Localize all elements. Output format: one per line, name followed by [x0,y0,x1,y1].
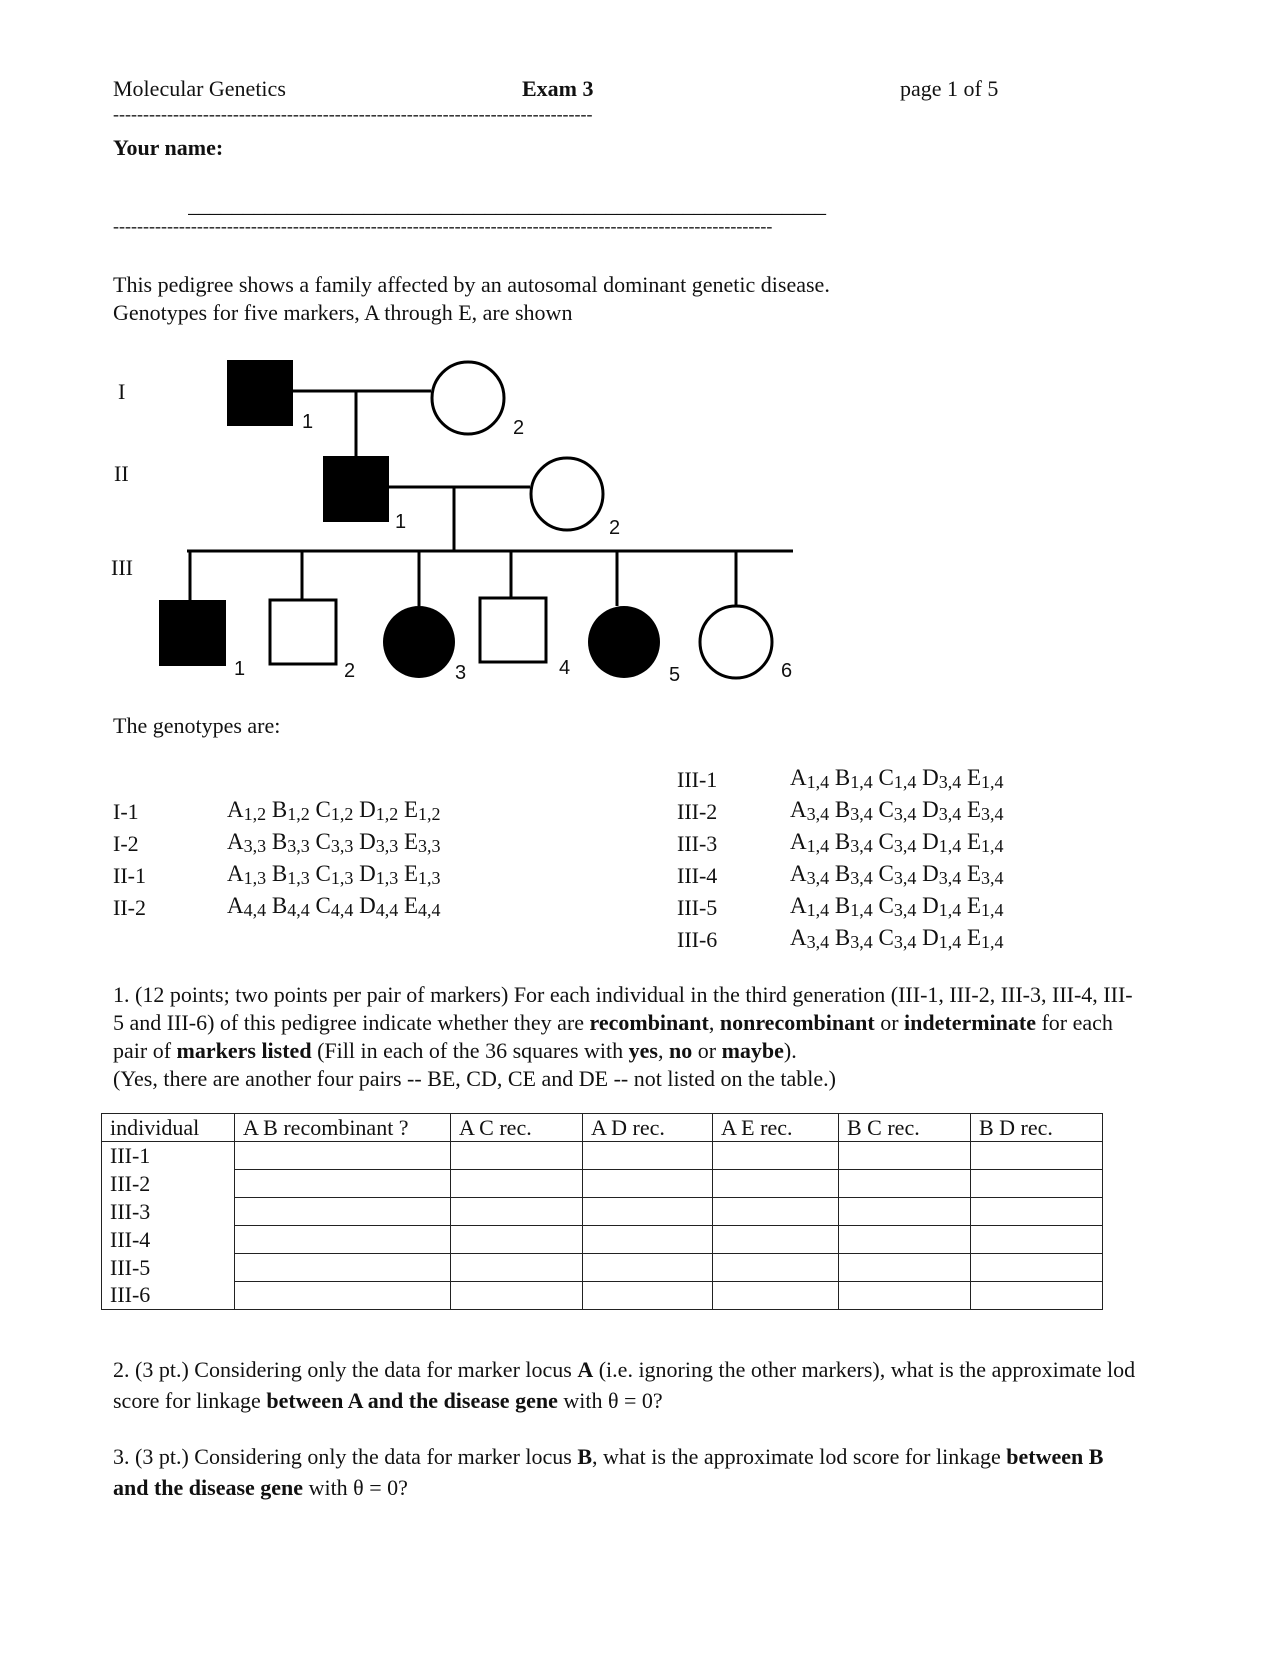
marker-locus: B [834,861,851,886]
marker-alleles: 3,4 [938,804,962,824]
marker-alleles: 1,4 [981,836,1004,856]
question-3-text [113,1441,1143,1503]
marker-alleles: 4,4 [418,900,441,920]
row-individual: III-3 [102,1198,235,1226]
exam-title: Exam 3 [522,76,594,101]
marker-locus: D [359,829,376,854]
answer-cell[interactable] [235,1142,451,1170]
marker-locus: A [790,925,807,950]
marker-alleles: 1,3 [287,868,310,888]
genotype-row [227,893,441,921]
q1-text-4: for each pair of [113,1010,1113,1063]
genotype-row [790,797,1004,825]
marker-locus: B [834,765,851,790]
marker-locus: C [315,893,331,918]
answer-table [101,1113,1103,1310]
q1-bold-recombinant: recombinant [589,1010,709,1035]
q3-bold-phrase: between B and the disease gene [113,1444,1104,1500]
answer-cell[interactable] [451,1198,583,1226]
genotype-row [790,893,1004,921]
marker-alleles: 3,4 [893,900,917,920]
marker-alleles: 3,3 [375,836,399,856]
q1-text-5: (Fill in each of the 36 squares with [311,1038,629,1063]
marker-alleles: 1,4 [850,772,873,792]
answer-cell[interactable] [583,1170,713,1198]
answer-cell[interactable] [583,1282,713,1310]
marker-locus: C [315,797,331,822]
left-id: II-1 [113,863,146,888]
marker-locus: B [834,925,851,950]
marker-alleles: 1,3 [330,868,354,888]
marker-alleles: 1,4 [981,932,1004,952]
q1-bold-no: no [669,1038,693,1063]
marker-locus: B [271,861,288,886]
q1-text-8: ). [783,1038,797,1063]
answer-cell[interactable] [971,1226,1103,1254]
marker-locus: A [790,765,807,790]
marker-alleles: 1,4 [938,900,962,920]
marker-alleles: 3,3 [243,836,267,856]
marker-locus: E [966,925,981,950]
marker-alleles: 3,4 [893,932,917,952]
marker-locus: D [922,861,939,886]
pedigree-III-2-unaffected-male [270,600,336,664]
name-line[interactable]: __________________________________________________________ [188,192,826,217]
left-id: I-2 [113,831,139,856]
pedigree-I-2-unaffected-female [432,362,504,434]
q3-bold-b: B [577,1444,593,1469]
marker-alleles: 1,3 [418,868,441,888]
answer-cell[interactable] [235,1254,451,1282]
answer-table-header [102,1114,1103,1142]
marker-locus: E [966,861,981,886]
answer-cell[interactable] [713,1254,839,1282]
marker-locus: D [359,797,376,822]
marker-alleles: 4,4 [330,900,354,920]
right-id: III-3 [677,831,718,856]
pedigree-diagram [0,0,1280,700]
row-individual: III-5 [102,1254,235,1282]
answer-cell[interactable] [839,1226,971,1254]
marker-locus: E [403,829,418,854]
marker-alleles: 4,4 [287,900,310,920]
table-row [102,1226,1103,1254]
pedigree-III-5-affected-female [588,606,660,678]
answer-cell[interactable] [583,1142,713,1170]
right-id: III-6 [677,927,718,952]
label-III-1: 1 [234,658,246,680]
answer-cell[interactable] [971,1254,1103,1282]
marker-alleles: 3,4 [806,804,830,824]
marker-locus: B [834,893,851,918]
marker-alleles: 3,4 [893,804,917,824]
genotype-row [790,765,1004,793]
marker-locus: D [922,829,939,854]
question-1-text [113,981,1143,1065]
col-ae: A E rec. [713,1114,839,1142]
row-individual: III-4 [102,1226,235,1254]
generation-label-II: II [114,461,129,486]
marker-alleles: 1,2 [418,804,441,824]
marker-locus: D [922,893,939,918]
marker-locus: E [403,893,418,918]
marker-locus: B [271,893,288,918]
genotype-row [790,861,1004,889]
genotype-row [790,925,1004,953]
marker-locus: D [922,797,939,822]
marker-alleles: 1,4 [806,772,830,792]
pedigree-I-1-affected-male [227,360,293,426]
answer-cell[interactable] [451,1142,583,1170]
label-II-2: 2 [609,517,621,539]
col-individual: individual [102,1114,235,1142]
marker-locus: D [359,861,376,886]
answer-cell[interactable] [839,1254,971,1282]
answer-cell[interactable] [971,1170,1103,1198]
pedigree-II-1-affected-male [323,456,389,522]
q1-bold-yes: yes [628,1038,658,1063]
marker-locus: C [878,893,894,918]
marker-alleles: 1,2 [287,804,310,824]
answer-cell[interactable] [451,1282,583,1310]
left-id: I-1 [113,799,139,824]
genotype-row [790,829,1004,857]
answer-cell[interactable] [235,1226,451,1254]
question-3 [113,1441,1143,1503]
answer-cell[interactable] [971,1282,1103,1310]
marker-alleles: 3,4 [893,836,917,856]
q1-text-1: 1. (12 points; two points per pair of markers) For each individual in the third generation (III-1, III-2, III-3, III-4, III-5 and III-6) of this pedigree indicate whether they are [113,982,1133,1035]
row-individual: III-6 [102,1282,235,1310]
q3-text-3: with θ = 0? [303,1475,408,1500]
genotype-row [227,861,441,889]
pedigree-II-2-unaffected-female [531,458,603,530]
marker-alleles: 1,4 [981,900,1004,920]
left-id: II-2 [113,895,146,920]
course-title: Molecular Genetics [113,76,286,101]
answer-cell[interactable] [451,1170,583,1198]
table-row [102,1170,1103,1198]
label-III-5: 5 [669,664,681,686]
genotype-row [227,797,441,825]
marker-locus: E [403,797,418,822]
q1-bold-indeterminate: indeterminate [904,1010,1036,1035]
marker-locus: D [922,765,939,790]
pedigree-III-4-unaffected-male [480,598,546,662]
answer-cell[interactable] [713,1226,839,1254]
answer-cell[interactable] [451,1254,583,1282]
marker-alleles: 3,4 [938,868,962,888]
col-bc: B C rec. [839,1114,971,1142]
marker-alleles: 3,4 [850,836,873,856]
marker-locus: E [966,797,981,822]
answer-cell[interactable] [839,1198,971,1226]
right-id: III-1 [677,767,718,792]
marker-alleles: 1,4 [850,900,873,920]
marker-alleles: 3,4 [893,868,917,888]
answer-cell[interactable] [971,1198,1103,1226]
page-number: page 1 of 5 [900,76,999,101]
col-ad: A D rec. [583,1114,713,1142]
q1-bold-maybe: maybe [721,1038,784,1063]
q2-text-3: with θ = 0? [557,1388,663,1413]
intro-line-1: This pedigree shows a family affected by an autosomal dominant genetic disease. [113,272,830,297]
right-id: III-2 [677,799,718,824]
col-ac: A C rec. [451,1114,583,1142]
marker-locus: E [403,861,418,886]
answer-cell[interactable] [713,1142,839,1170]
label-I-2: 2 [513,417,525,439]
marker-locus: C [315,861,331,886]
label-I-1: 1 [302,411,314,433]
answer-cell[interactable] [583,1226,713,1254]
table-row [102,1282,1103,1310]
marker-alleles: 1,2 [243,804,267,824]
answer-cell[interactable] [235,1282,451,1310]
label-II-1: 1 [395,511,407,533]
marker-alleles: 3,4 [850,804,873,824]
marker-locus: A [227,829,244,854]
header-rule: -------------------------------------------------------------------------------- [113,104,593,124]
col-ab: A B recombinant ? [235,1114,451,1142]
question-1 [113,981,1143,1093]
marker-alleles: 3,4 [850,868,873,888]
marker-alleles: 1,4 [981,772,1004,792]
marker-alleles: 3,4 [981,868,1004,888]
answer-cell[interactable] [235,1198,451,1226]
answer-cell[interactable] [713,1170,839,1198]
answer-cell[interactable] [235,1170,451,1198]
answer-cell[interactable] [713,1198,839,1226]
table-row [102,1198,1103,1226]
label-III-2: 2 [344,660,356,682]
marker-locus: A [790,797,807,822]
marker-locus: C [878,765,894,790]
marker-alleles: 3,3 [287,836,310,856]
answer-cell[interactable] [971,1142,1103,1170]
question-1-note: (Yes, there are another four pairs -- BE, CD, CE and DE -- not listed on the table.) [113,1066,836,1091]
pedigree-III-3-affected-female [383,606,455,678]
answer-cell[interactable] [451,1226,583,1254]
name-label: Your name: [113,135,224,160]
marker-alleles: 3,4 [806,868,830,888]
marker-locus: D [922,925,939,950]
marker-locus: D [359,893,376,918]
answer-cell[interactable] [713,1282,839,1310]
q1-text-2: , [708,1010,720,1035]
marker-locus: E [966,765,981,790]
answer-cell[interactable] [583,1254,713,1282]
marker-locus: B [834,829,851,854]
marker-alleles: 1,2 [330,804,354,824]
question-2-text [113,1354,1143,1416]
marker-alleles: 1,4 [938,836,962,856]
q1-bold-nonrecombinant: nonrecombinant [719,1010,875,1035]
marker-locus: A [227,797,244,822]
marker-locus: A [790,829,807,854]
answer-cell[interactable] [839,1282,971,1310]
label-III-3: 3 [455,662,467,684]
q2-text-1: 2. (3 pt.) Considering only the data for marker locus [113,1357,578,1382]
marker-alleles: 3,4 [850,932,873,952]
q1-text-7: or [692,1038,722,1063]
q3-text-2: , what is the approximate lod score for linkage [592,1444,1007,1469]
marker-alleles: 1,4 [938,932,962,952]
q1-bold-markers-listed: markers listed [176,1038,312,1063]
pedigree-III-1-affected-male [159,600,226,666]
marker-locus: B [834,797,851,822]
marker-locus: A [790,893,807,918]
q2-bold-phrase: between A and the disease gene [266,1388,558,1413]
q1-text-6: , [658,1038,669,1063]
marker-locus: C [315,829,331,854]
q2-bold-a: A [577,1357,594,1382]
right-id: III-4 [677,863,718,888]
row-individual: III-1 [102,1142,235,1170]
row-individual: III-2 [102,1170,235,1198]
marker-alleles: 3,3 [418,836,441,856]
answer-cell[interactable] [839,1142,971,1170]
label-III-6: 6 [781,660,793,682]
marker-alleles: 3,4 [938,772,962,792]
answer-cell[interactable] [839,1170,971,1198]
marker-alleles: 1,4 [806,900,830,920]
intro-line-2: Genotypes for five markers, A through E, are shown [113,300,573,325]
q3-text-1: 3. (3 pt.) Considering only the data for marker locus [113,1444,578,1469]
marker-locus: C [878,925,894,950]
marker-locus: E [966,893,981,918]
marker-alleles: 1,4 [893,772,917,792]
marker-locus: E [966,829,981,854]
marker-locus: C [878,797,894,822]
marker-alleles: 3,4 [806,932,830,952]
col-bd: B D rec. [971,1114,1103,1142]
marker-alleles: 1,3 [243,868,267,888]
marker-alleles: 4,4 [375,900,399,920]
marker-locus: B [271,829,288,854]
marker-alleles: 1,2 [375,804,399,824]
table-row [102,1254,1103,1282]
marker-locus: C [878,829,894,854]
genotypes-heading: The genotypes are: [113,713,281,738]
marker-alleles: 4,4 [243,900,267,920]
right-id: III-5 [677,895,718,920]
marker-alleles: 1,4 [806,836,830,856]
pedigree-III-6-unaffected-female [700,606,772,678]
marker-locus: B [271,797,288,822]
marker-locus: A [227,861,244,886]
answer-cell[interactable] [583,1198,713,1226]
marker-alleles: 3,3 [330,836,354,856]
genotype-row [227,829,441,857]
marker-alleles: 1,3 [375,868,399,888]
generation-label-I: I [118,379,126,404]
marker-locus: C [878,861,894,886]
q2-text-2: (i.e. ignoring the other markers), what is the approximate lod score for linkage [113,1357,1136,1413]
table-row [102,1142,1103,1170]
marker-alleles: 3,4 [981,804,1004,824]
q1-text-3: or [874,1010,905,1035]
question-2 [113,1354,1143,1416]
marker-locus: A [227,893,244,918]
name-rule: -------------------------------------------------------------------------------------------------------------- [113,216,773,236]
generation-label-III: III [111,555,133,580]
label-III-4: 4 [559,657,571,679]
marker-locus: A [790,861,807,886]
